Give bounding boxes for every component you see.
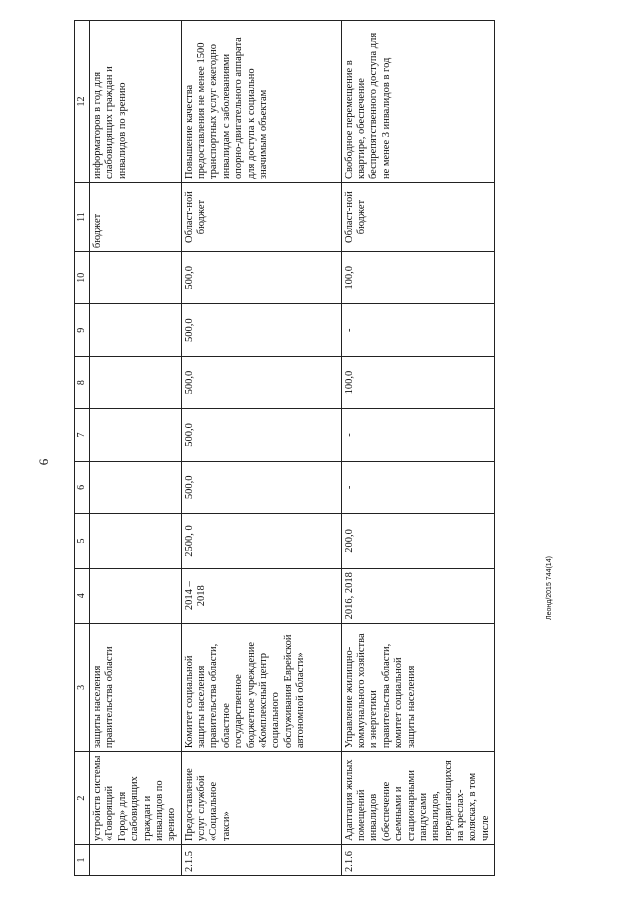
column-header: 1: [75, 845, 90, 876]
cell-index: [90, 845, 182, 876]
cell-2015: 500,0: [181, 409, 341, 461]
cell-2016: 100,0: [341, 356, 495, 408]
column-header: 12: [75, 21, 90, 183]
cell-total: 200,0: [341, 514, 495, 569]
cell-name: устройств системы «Говорящий Город» для слабовидящих граждан и инвалидов по зрению: [90, 752, 182, 845]
rotated-table-wrapper: [74, 20, 491, 876]
cell-executor: Комитет социальной защиты населения правительства области, областное государственное бюджетное учреждение «Комплексный центр социального обслуживания Еврейской автономной области»: [181, 623, 341, 752]
cell-name: Предоставление услуг службой «Социальное такси»: [181, 752, 341, 845]
cell-index: 2.1.6: [341, 845, 495, 876]
table-row: [341, 21, 495, 876]
column-header: 3: [75, 623, 90, 752]
cell-2018: 500,0: [181, 252, 341, 304]
cell-total: 2500, 0: [181, 514, 341, 569]
cell-term: 2016, 2018: [341, 568, 495, 623]
column-header: 9: [75, 304, 90, 356]
column-header: 6: [75, 461, 90, 513]
cell-total: [90, 514, 182, 569]
cell-2017: -: [341, 304, 495, 356]
cell-term: 2014 – 2018: [181, 568, 341, 623]
cell-result: информаторов в год для слабовидящих граждан и инвалидов по зрению: [90, 21, 182, 183]
column-header: 7: [75, 409, 90, 461]
cell-executor: защиты населения правительства области: [90, 623, 182, 752]
cell-2017: [90, 304, 182, 356]
cell-result: Повышение качества предоставления не менее 1500 транспортных услуг ежегодно инвалидам с заболеваниями опорно-двигательного аппарата для доступа к социально значимым объектам: [181, 21, 341, 183]
document-id: Леонд/2015 744(14): [546, 556, 553, 620]
column-header: 4: [75, 568, 90, 623]
cell-source: Област-ной бюджет: [181, 183, 341, 252]
cell-index: 2.1.5: [181, 845, 341, 876]
cell-source: Област-ной бюджет: [341, 183, 495, 252]
column-header: 11: [75, 183, 90, 252]
column-header: 8: [75, 356, 90, 408]
cell-2017: 500,0: [181, 304, 341, 356]
column-header: 2: [75, 752, 90, 845]
cell-2016: [90, 356, 182, 408]
column-header: 10: [75, 252, 90, 304]
cell-2018: [90, 252, 182, 304]
page-number: 6: [36, 458, 51, 466]
cell-term: [90, 568, 182, 623]
cell-result: Свободное перемещение в квартире, обеспечение беспрепятственного доступа для не менее 3 инвалидов в год: [341, 21, 495, 183]
table-row: [90, 21, 182, 876]
cell-2014: [90, 461, 182, 513]
cell-2014: 500,0: [181, 461, 341, 513]
cell-2015: [90, 409, 182, 461]
column-header: 5: [75, 514, 90, 569]
cell-source: бюджет: [90, 183, 182, 252]
program-table: [74, 20, 495, 876]
cell-executor: Управление жилищно-коммунального хозяйства и энергетики правительства области, комитет социальной защиты населения: [341, 623, 495, 752]
cell-2016: 500,0: [181, 356, 341, 408]
table-row: [181, 21, 341, 876]
header-row: [75, 21, 90, 876]
cell-2018: 100,0: [341, 252, 495, 304]
cell-2014: -: [341, 461, 495, 513]
cell-2015: -: [341, 409, 495, 461]
cell-name: Адаптация жилых помещений инвалидов (обеспечение съемными и стационарными пандусами инвалидов, передвигающихся на креслах-колясках, в том числе: [341, 752, 495, 845]
